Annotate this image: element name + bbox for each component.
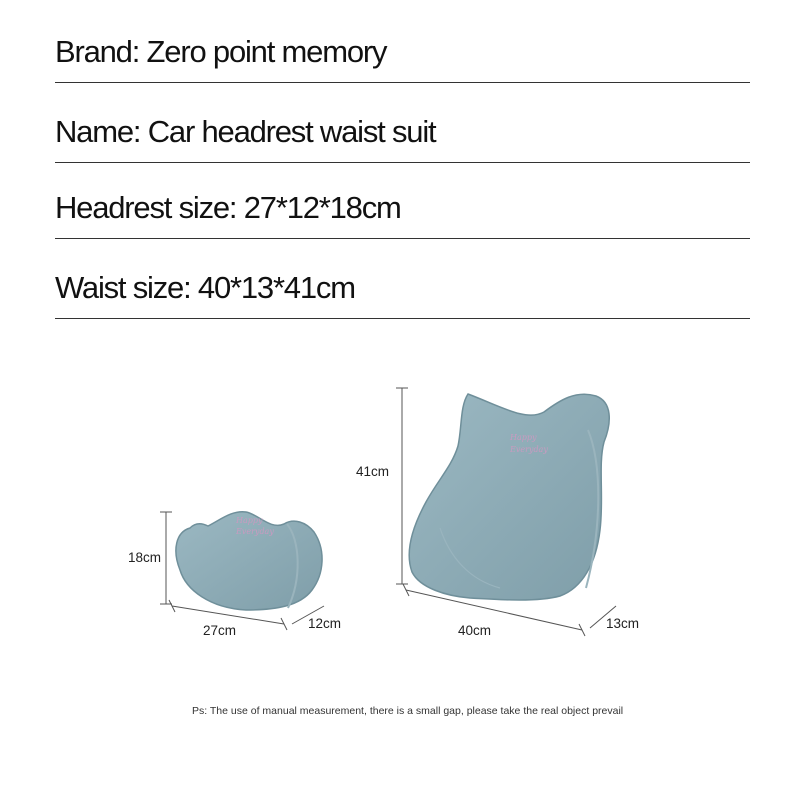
product-name-text: Name: Car headrest waist suit <box>55 114 436 149</box>
svg-text:Happy: Happy <box>236 516 263 525</box>
waist-height-label: 41cm <box>356 464 390 479</box>
headrest-height-label: 18cm <box>128 550 162 565</box>
svg-text:Happy: Happy <box>510 433 537 442</box>
waist-width-label: 40cm <box>458 623 492 638</box>
product-dimension-figure <box>0 318 800 800</box>
headrest-size-text: Headrest size: 27*12*18cm <box>55 190 401 225</box>
spec-row-headrest-size <box>55 162 750 239</box>
headrest-depth-label: 12cm <box>308 616 342 631</box>
measurement-footnote: Ps: The use of manual measurement, there is a small gap, please take the real object prevail <box>192 705 624 717</box>
waist-pillow-image <box>409 394 609 600</box>
waist-size-text: Waist size: 40*13*41cm <box>55 270 355 305</box>
spec-row-waist-size <box>55 238 750 319</box>
spec-row-name <box>55 82 750 163</box>
spec-row-brand <box>55 0 750 83</box>
svg-text:Everyday: Everyday <box>236 527 274 536</box>
brand-text: Brand: Zero point memory <box>55 34 387 69</box>
headrest-width-label: 27cm <box>203 623 237 638</box>
svg-text:Everyday: Everyday <box>510 445 548 454</box>
headrest-pillow-image <box>176 512 322 610</box>
waist-depth-label: 13cm <box>606 616 640 631</box>
